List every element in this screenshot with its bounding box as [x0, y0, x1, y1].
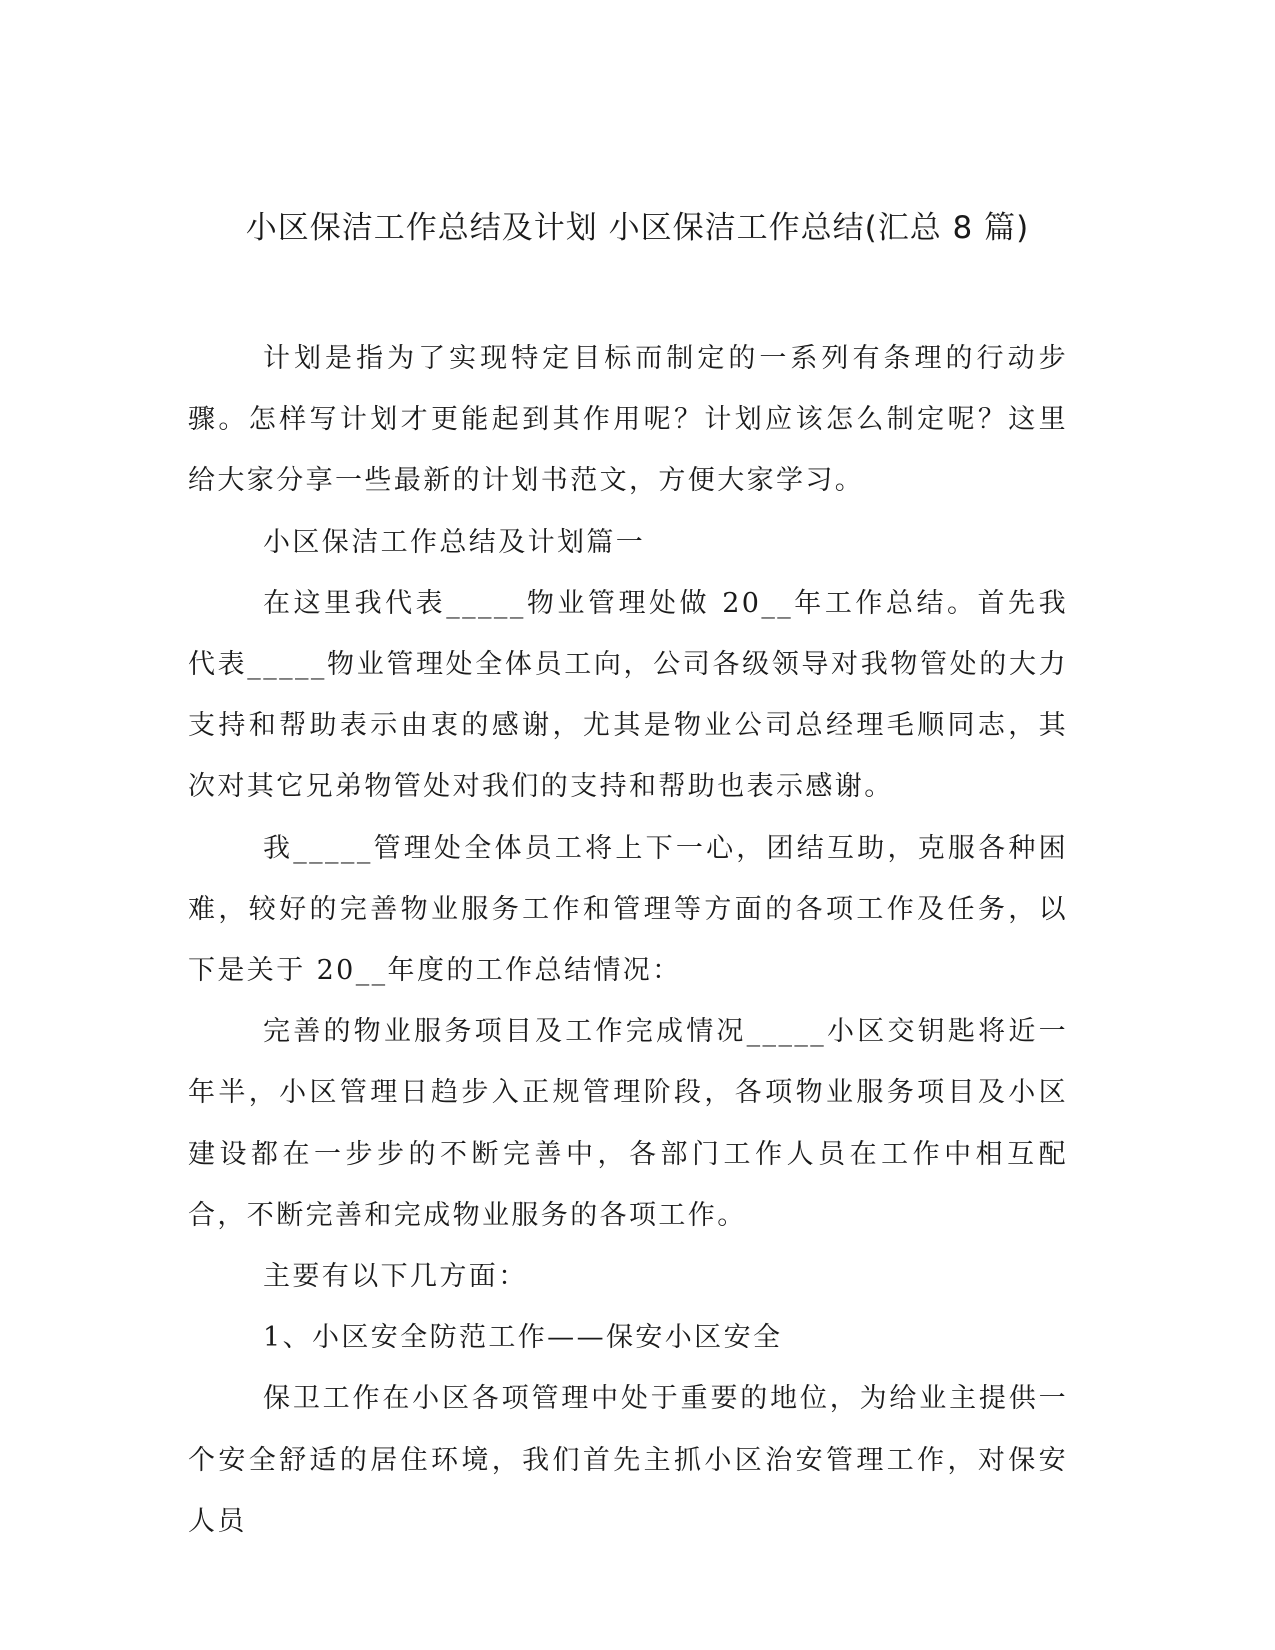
document-title: 小区保洁工作总结及计划 小区保洁工作总结(汇总 8 篇) — [245, 210, 1030, 246]
paragraph-intro: 计划是指为了实现特定目标而制定的一系列有条理的行动步骤。怎样写计划才更能起到其作用呢？计划应该怎么制定呢？这里给大家分享一些最新的计划书范文，方便大家学习。 — [188, 343, 1068, 497]
document-body — [188, 328, 1068, 1552]
subsection-heading: 1、小区安全防范工作——保安小区安全 — [263, 1322, 783, 1354]
paragraph: 我_____管理处全体员工将上下一心，团结互助，克服各种困难，较好的完善物业服务工作和管理等方面的各项工作及任务，以下是关于 20__年度的工作总结情况： — [188, 832, 1068, 987]
paragraph: 保卫工作在小区各项管理中处于重要的地位，为给业主提供一个安全舒适的居住环境，我们首先主抓小区治安管理工作，对保安人员 — [188, 1383, 1068, 1537]
section-heading: 小区保洁工作总结及计划篇一 — [263, 526, 646, 558]
paragraph: 在这里我代表_____物业管理处做 20__年工作总结。首先我代表_____物业管理处全体员工向，公司各级领导对我物管处的大力支持和帮助表示由衷的感谢，尤其是物业公司总经理毛顺同志，其次对其它兄弟物管处对我们的支持和帮助也表示感谢。 — [188, 587, 1068, 803]
paragraph: 完善的物业服务项目及工作完成情况_____小区交钥匙将近一年半，小区管理日趋步入正规管理阶段，各项物业服务项目及小区建设都在一步步的不断完善中，各部门工作人员在工作中相互配合，不断完善和完成物业服务的各项工作。 — [188, 1016, 1068, 1231]
paragraph: 主要有以下几方面： — [263, 1261, 528, 1293]
